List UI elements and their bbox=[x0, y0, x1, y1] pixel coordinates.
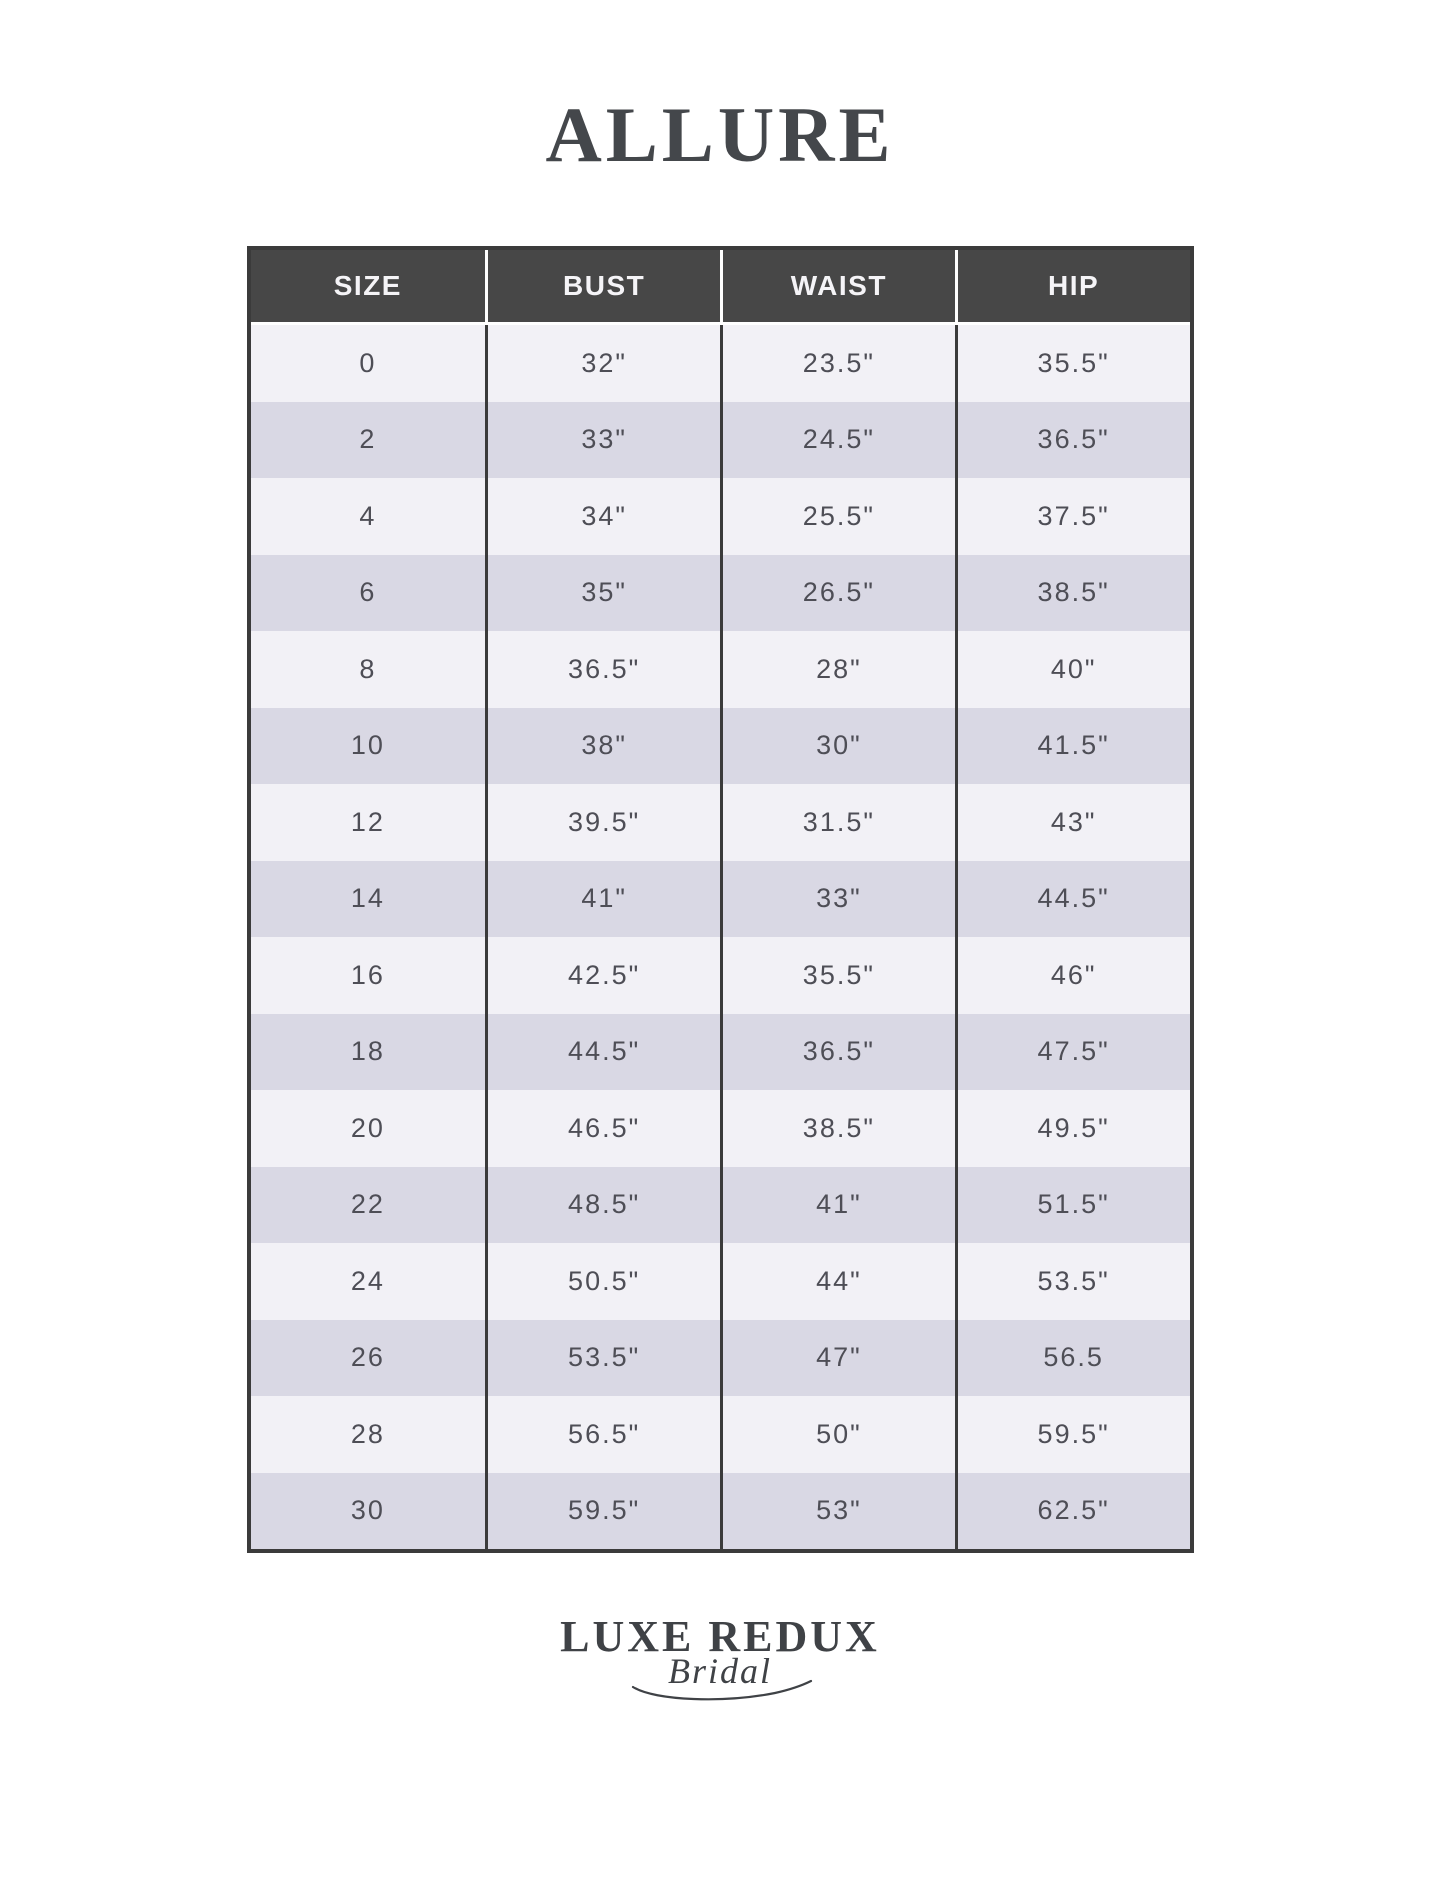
bust-value-cell: 32" bbox=[485, 325, 720, 402]
table-row bbox=[251, 937, 1190, 1014]
hip-value-cell: 46" bbox=[955, 937, 1190, 1014]
waist-value-cell: 38.5" bbox=[720, 1090, 955, 1167]
bust-value-cell: 44.5" bbox=[485, 1014, 720, 1091]
hip-value-cell: 38.5" bbox=[955, 555, 1190, 632]
size-value-cell: 12 bbox=[350, 806, 385, 837]
size-value-cell: 4 bbox=[359, 500, 377, 531]
bust-value-cell: 50.5" bbox=[485, 1243, 720, 1320]
size-value-cell: 22 bbox=[350, 1189, 385, 1220]
hip-value-cell: 44.5" bbox=[955, 861, 1190, 938]
table-row bbox=[251, 325, 1190, 402]
bust-value-cell: 48.5" bbox=[485, 1167, 720, 1244]
hip-value-cell: 51.5" bbox=[955, 1167, 1190, 1244]
size-value-cell: 28 bbox=[350, 1418, 385, 1449]
hip-value-cell: 40" bbox=[955, 631, 1190, 708]
column-header-size: SIZE bbox=[333, 270, 402, 301]
table-body bbox=[251, 325, 1190, 1549]
column-header-hip: HIP bbox=[955, 250, 1190, 322]
brand-name-text: LUXE REDUX bbox=[560, 1612, 880, 1661]
size-value-cell: 26 bbox=[350, 1342, 385, 1373]
size-value-cell: 24 bbox=[350, 1265, 385, 1296]
hip-value-cell: 41.5" bbox=[955, 708, 1190, 785]
size-value-cell: 6 bbox=[359, 577, 377, 608]
bust-value-cell: 56.5" bbox=[485, 1396, 720, 1473]
hip-value-cell: 59.5" bbox=[955, 1396, 1190, 1473]
table-row bbox=[251, 1320, 1190, 1397]
hip-value-cell: 49.5" bbox=[955, 1090, 1190, 1167]
table-row bbox=[251, 861, 1190, 938]
table-row bbox=[251, 1014, 1190, 1091]
waist-value-cell: 50" bbox=[720, 1396, 955, 1473]
size-value-cell: 8 bbox=[359, 653, 377, 684]
waist-value-cell: 44" bbox=[720, 1243, 955, 1320]
waist-value-cell: 24.5" bbox=[720, 402, 955, 479]
brand-logo bbox=[0, 1612, 1440, 1705]
table-row bbox=[251, 1167, 1190, 1244]
page-title: ALLURE bbox=[545, 91, 895, 178]
column-header-bust: BUST bbox=[485, 250, 720, 322]
waist-value-cell: 36.5" bbox=[720, 1014, 955, 1091]
hip-value-cell: 37.5" bbox=[955, 478, 1190, 555]
hip-value-cell: 47.5" bbox=[955, 1014, 1190, 1091]
bust-value-cell: 42.5" bbox=[485, 937, 720, 1014]
table-row bbox=[251, 555, 1190, 632]
hip-value-cell: 36.5" bbox=[955, 402, 1190, 479]
size-value-cell: 30 bbox=[350, 1495, 385, 1526]
table-header-row bbox=[251, 250, 1190, 325]
table-row bbox=[251, 1243, 1190, 1320]
waist-value-cell: 28" bbox=[720, 631, 955, 708]
table-row bbox=[251, 1090, 1190, 1167]
size-value-cell: 0 bbox=[359, 347, 377, 378]
waist-value-cell: 31.5" bbox=[720, 784, 955, 861]
bust-value-cell: 38" bbox=[485, 708, 720, 785]
bust-value-cell: 39.5" bbox=[485, 784, 720, 861]
brand-script-text: Bridal bbox=[667, 1651, 772, 1691]
waist-value-cell: 41" bbox=[720, 1167, 955, 1244]
waist-value-cell: 30" bbox=[720, 708, 955, 785]
bust-value-cell: 33" bbox=[485, 402, 720, 479]
table-row bbox=[251, 1473, 1190, 1550]
waist-value-cell: 53" bbox=[720, 1473, 955, 1550]
column-header-waist: WAIST bbox=[720, 250, 955, 322]
bust-value-cell: 41" bbox=[485, 861, 720, 938]
hip-value-cell: 43" bbox=[955, 784, 1190, 861]
table-row bbox=[251, 784, 1190, 861]
bust-value-cell: 34" bbox=[485, 478, 720, 555]
table-row bbox=[251, 708, 1190, 785]
hip-value-cell: 53.5" bbox=[955, 1243, 1190, 1320]
table-row bbox=[251, 631, 1190, 708]
bust-value-cell: 46.5" bbox=[485, 1090, 720, 1167]
size-value-cell: 20 bbox=[350, 1112, 385, 1143]
bust-value-cell: 36.5" bbox=[485, 631, 720, 708]
table-row bbox=[251, 478, 1190, 555]
hip-value-cell: 56.5 bbox=[955, 1320, 1190, 1397]
bust-value-cell: 59.5" bbox=[485, 1473, 720, 1550]
waist-value-cell: 25.5" bbox=[720, 478, 955, 555]
hip-value-cell: 35.5" bbox=[955, 325, 1190, 402]
size-chart-page bbox=[0, 91, 1440, 1705]
waist-value-cell: 35.5" bbox=[720, 937, 955, 1014]
waist-value-cell: 26.5" bbox=[720, 555, 955, 632]
waist-value-cell: 47" bbox=[720, 1320, 955, 1397]
size-value-cell: 18 bbox=[350, 1036, 385, 1067]
size-value-cell: 2 bbox=[359, 424, 377, 455]
size-value-cell: 16 bbox=[350, 959, 385, 990]
size-chart-table bbox=[247, 246, 1194, 1553]
bust-value-cell: 35" bbox=[485, 555, 720, 632]
size-value-cell: 10 bbox=[350, 730, 385, 761]
table-row bbox=[251, 1396, 1190, 1473]
size-value-cell: 14 bbox=[350, 883, 385, 914]
waist-value-cell: 23.5" bbox=[720, 325, 955, 402]
bust-value-cell: 53.5" bbox=[485, 1320, 720, 1397]
table-row bbox=[251, 402, 1190, 479]
waist-value-cell: 33" bbox=[720, 861, 955, 938]
hip-value-cell: 62.5" bbox=[955, 1473, 1190, 1550]
